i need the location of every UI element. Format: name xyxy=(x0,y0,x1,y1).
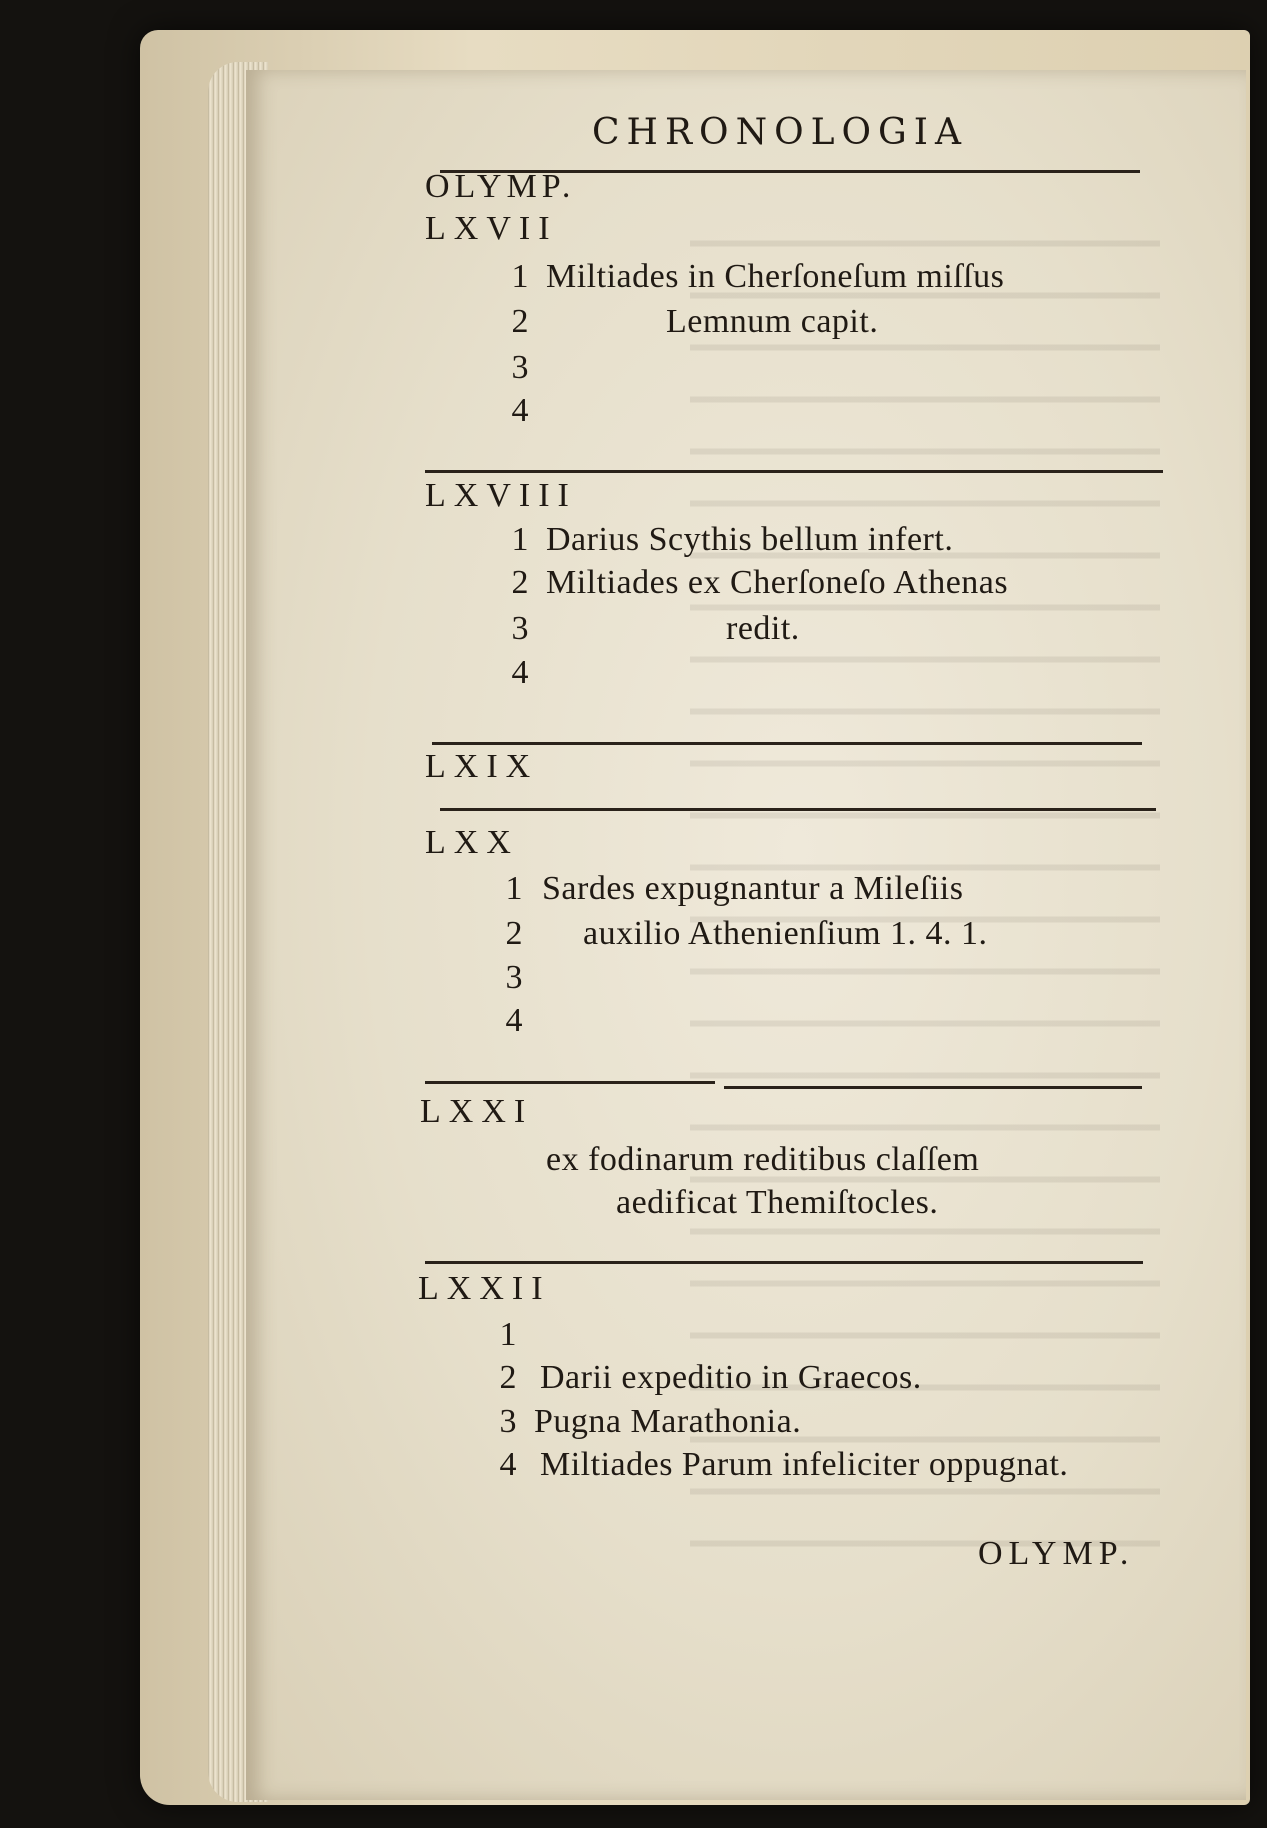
olymp-label: OLYMP. xyxy=(425,168,576,205)
section-rule xyxy=(432,742,1142,745)
year-number: 3 xyxy=(505,959,523,996)
year-number: 4 xyxy=(511,654,529,691)
olympiad-number: LXIX xyxy=(425,748,539,785)
section-rule xyxy=(724,1086,1142,1089)
year-number: 1 xyxy=(511,258,529,295)
running-head: CHRONOLOGIA xyxy=(592,112,968,153)
year-number: 4 xyxy=(505,1002,523,1039)
olympiad-number: LXX xyxy=(425,824,519,861)
event-line: Miltiades Parum infeliciter oppugnat. xyxy=(540,1446,1069,1483)
event-line: Darius Scythis bellum infert. xyxy=(546,521,954,558)
event-line: Darii expeditio in Graecos. xyxy=(540,1359,922,1396)
event-line: redit. xyxy=(726,610,800,647)
event-line: Sardes expugnantur a Mileſiis xyxy=(542,870,964,907)
year-number: 2 xyxy=(499,1359,517,1396)
section-rule xyxy=(425,1261,1143,1264)
year-number: 1 xyxy=(511,521,529,558)
event-line: Lemnum capit. xyxy=(666,303,879,340)
year-number: 3 xyxy=(511,349,529,386)
year-number: 3 xyxy=(499,1403,517,1440)
year-number: 2 xyxy=(511,564,529,601)
olympiad-number: LXXI xyxy=(420,1093,534,1130)
section-rule xyxy=(425,470,1163,473)
olympiad-number: LXVII xyxy=(425,210,558,247)
section-rule xyxy=(440,808,1156,811)
year-number: 4 xyxy=(499,1446,517,1483)
event-line: auxilio Athenienſium 1. 4. 1. xyxy=(583,915,988,952)
olympiad-number: LXXII xyxy=(418,1270,551,1307)
year-number: 4 xyxy=(511,392,529,429)
year-number: 2 xyxy=(505,915,523,952)
event-line: Pugna Marathonia. xyxy=(534,1403,802,1440)
event-line: Miltiades in Cherſoneſum miſſus xyxy=(546,258,1005,295)
event-line: Miltiades ex Cherſoneſo Athenas xyxy=(546,564,1009,601)
year-number: 1 xyxy=(505,870,523,907)
olympiad-number: LXVIII xyxy=(425,477,577,514)
year-number: 1 xyxy=(499,1316,517,1353)
year-number: 2 xyxy=(511,303,529,340)
catchword: OLYMP. xyxy=(978,1535,1135,1572)
event-line: ex fodinarum reditibus claſſem xyxy=(546,1141,980,1178)
event-line: aedificat Themiſtocles. xyxy=(616,1184,939,1221)
section-rule xyxy=(425,1081,715,1084)
year-number: 3 xyxy=(511,610,529,647)
